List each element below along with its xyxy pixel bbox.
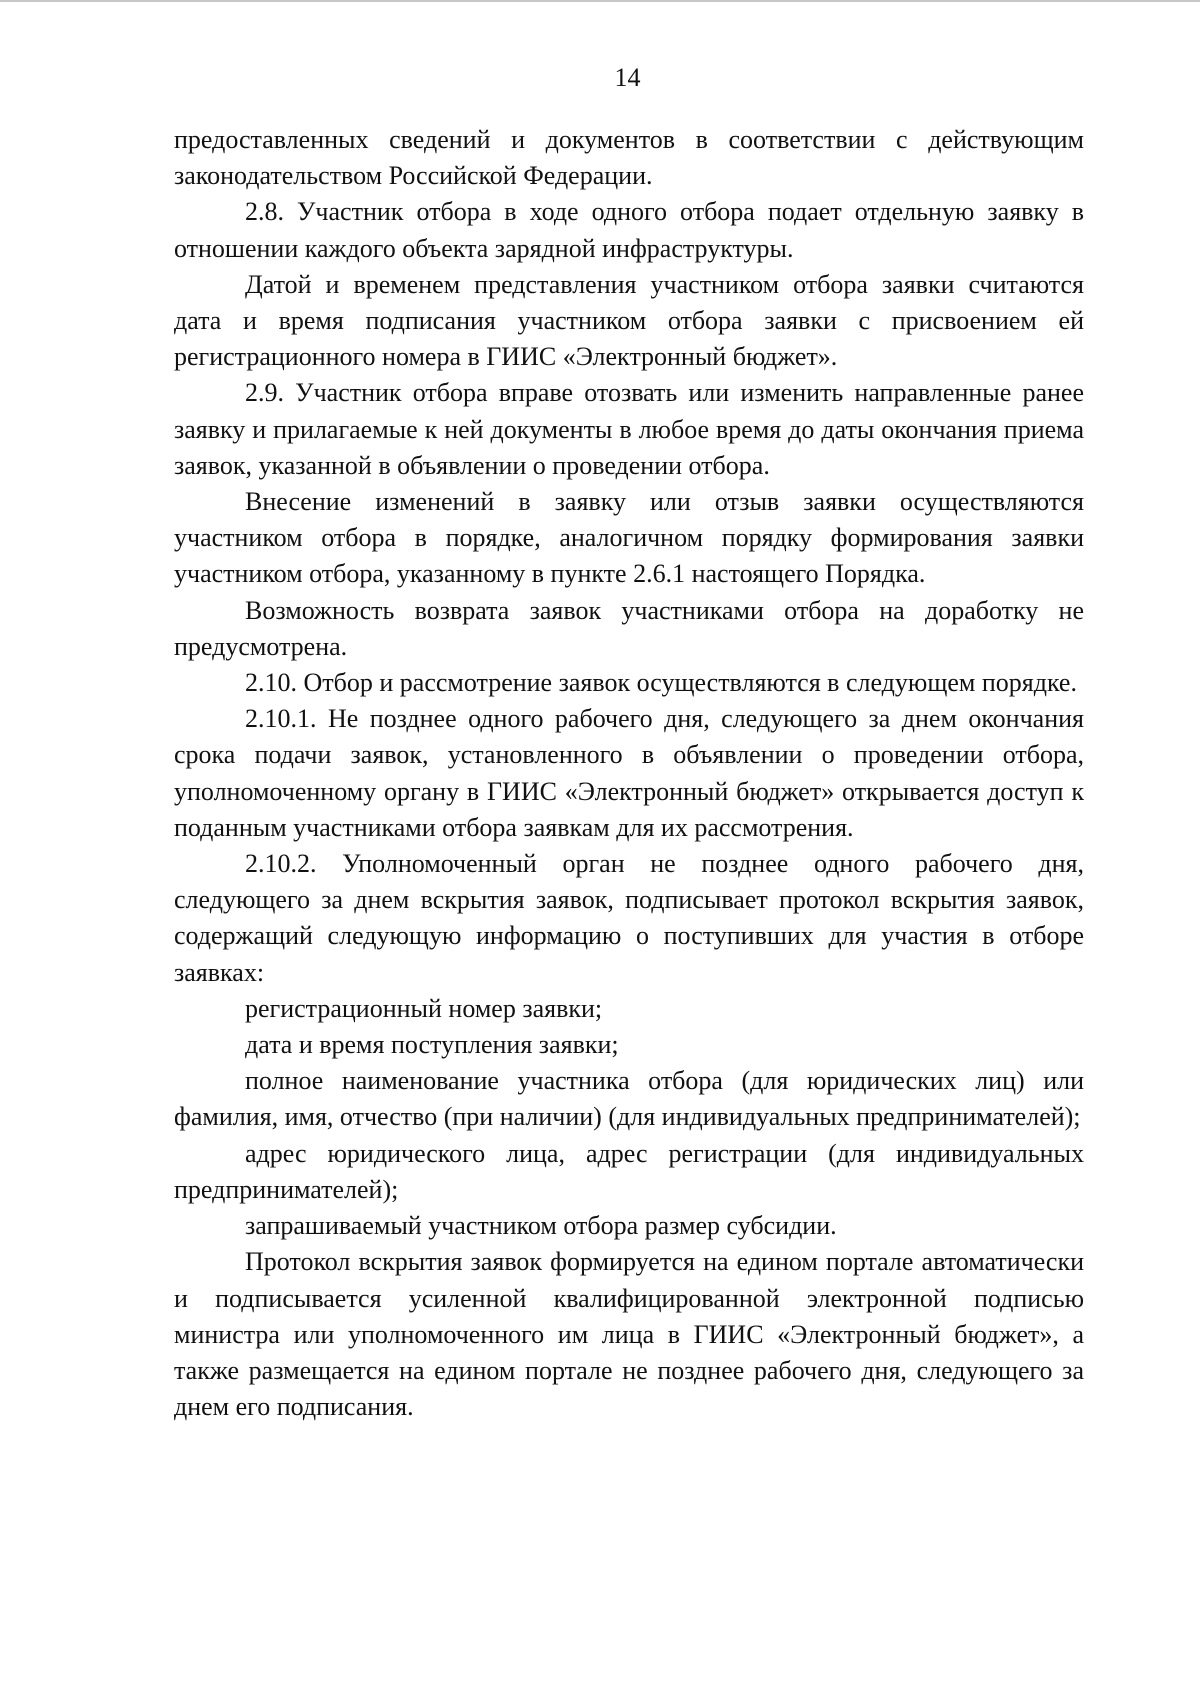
paragraph-no-return: Возможность возврата заявок участниками отбора на доработку не предусмотрена. [174,595,1084,661]
scan-top-edge [0,0,1200,2]
paragraph-protocol: Протокол вскрытия заявок формируется на едином портале автоматически и подписывается усиленной квалифицированной электронной подписью министра или уполномоченного им лица в ГИИС «Электронный бюджет», а также размещается на едином портале не позднее рабочего дня, следующего за днем его подписания. [174,1247,1084,1422]
paragraph-changes: Внесение изменений в заявку или отзыв заявки осуществляются участником отбора в порядке, аналогичном порядку формирования заявки участником отбора, указанному в пункте 2.6.1 настоящего Порядка. [174,487,1084,589]
list-item-participant-name: полное наименование участника отбора (для юридических лиц) или фамилия, имя, отчество (при наличии) (для индивидуальных предпринимателей); [174,1066,1084,1132]
page-number: 14 [614,63,641,92]
paragraph-2-10-2: 2.10.2. Уполномоченный орган не позднее одного рабочего дня, следующего за днем вскрытия заявок, подписывает протокол вскрытия заявок, содержащий следующую информацию о поступивших для участия в отборе заявках: [174,849,1084,987]
list-item-address: адрес юридического лица, адрес регистрации (для индивидуальных предпринимателей); [174,1138,1084,1204]
paragraph-2-9: 2.9. Участник отбора вправе отозвать или изменить направленные ранее заявку и прилагаемые к ней документы в любое время до даты окончания приема заявок, указанной в объявлении о проведении отбора. [174,378,1084,480]
list-item-date-time: дата и время поступления заявки; [245,1030,619,1060]
paragraph-2-10: 2.10. Отбор и рассмотрение заявок осуществляются в следующем порядке. [245,668,1077,698]
paragraph-submission-date: Датой и временем представления участником отбора заявки считаются дата и время подписания участником отбора заявки с присвоением ей регистрационного номера в ГИИС «Электронный бюджет». [174,269,1084,372]
paragraph-2-8: 2.8. Участник отбора в ходе одного отбора подает отдельную заявку в отношении каждого объекта зарядной инфраструктуры. [174,197,1084,263]
paragraph-continuation: предоставленных сведений и документов в соответствии с действующим законодательством Российской Федерации. [174,125,1084,191]
paragraph-2-10-1: 2.10.1. Не позднее одного рабочего дня, следующего за днем окончания срока подачи заявок, установленного в объявлении о проведении отбора, уполномоченному органу в ГИИС «Электронный бюджет» открывается доступ к поданным участниками отбора заявкам для их рассмотрения. [174,704,1084,842]
list-item-registration-number: регистрационный номер заявки; [245,993,603,1023]
body-text [174,122,1084,1425]
list-item-subsidy-amount: запрашиваемый участником отбора размер субсидии. [245,1211,837,1241]
